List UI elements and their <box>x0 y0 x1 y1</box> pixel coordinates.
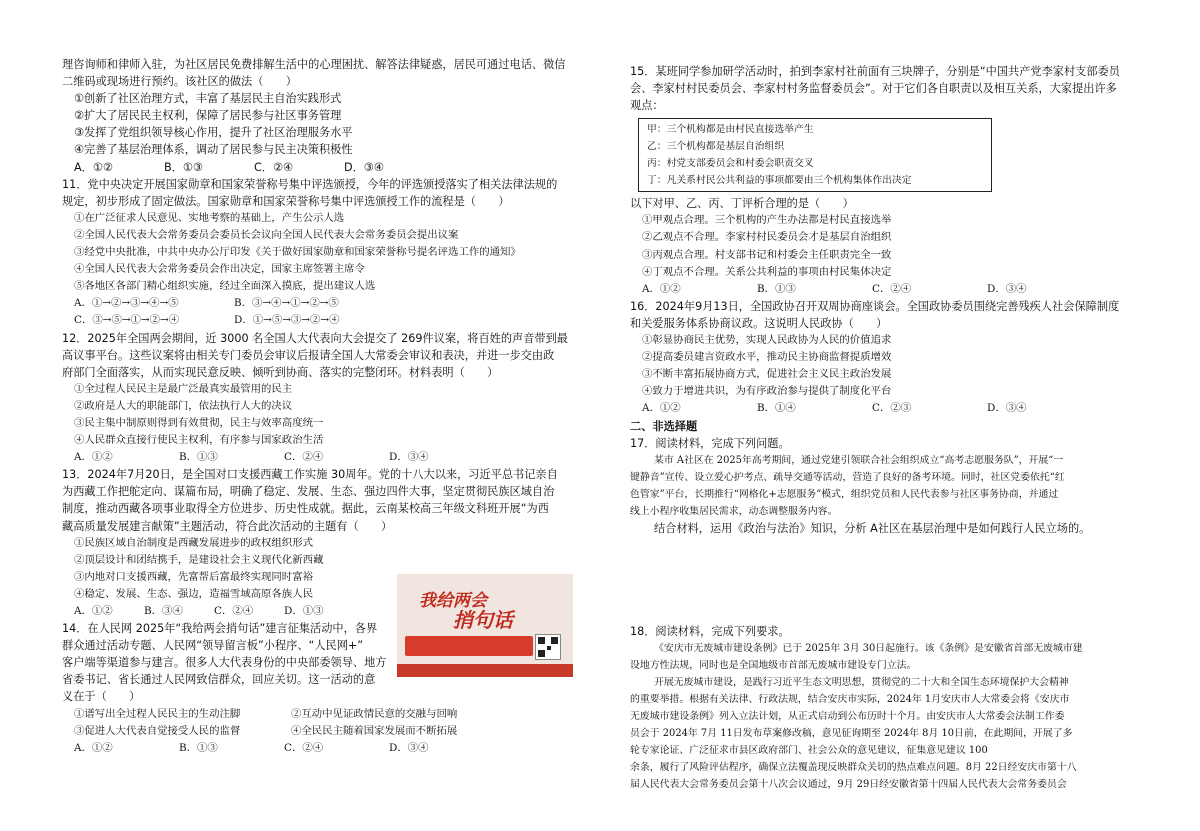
q15-option: ③丙观点合理。村支部书记和村委会主任职责完全一致 <box>642 248 892 261</box>
choice-c: C．②④ <box>284 451 324 464</box>
choice-d: D．①→⑤→③→②→④ <box>234 314 340 327</box>
q14-option: ②互动中见证政情民意的交融与回响 <box>291 707 458 720</box>
q11-option: ④全国人民代表大会常务委员会作出决定，国家主席签署主席令 <box>74 263 365 276</box>
viewpoint-yi: 乙：三个机构都是基层自治组织 <box>647 141 785 153</box>
q18-material: 的重要举措。根据有关法律、行政法规，结合安庆市实际，2024年 1月安庆市人大常委会将《安庆市 <box>630 693 1070 705</box>
choice-c: C．②③ <box>872 402 912 415</box>
q15-stem: 15．某班同学参加研学活动时，拍到李家村社前面有三块牌子，分别是“中国共产党李家村支部委员 <box>630 65 1120 78</box>
q10-option: ④完善了基层治理体系，调动了居民参与民主决策积极性 <box>74 143 353 157</box>
q17-stem: 17．阅读材料，完成下列问题。 <box>630 436 790 450</box>
q12-option: ①全过程人民民主是最广泛最真实最管用的民主 <box>74 382 293 395</box>
q11-option: ②全国人民代表大会常务委员会委员长会议向全国人民代表大会常务委员会提出议案 <box>74 228 459 241</box>
viewpoint-bing: 丙：村党支部委员会和村委会职责交叉 <box>647 158 814 170</box>
q12-stem: 高议事平台。这些议案将由相关专门委员会审议后报请全国人大常委会审议和表决，并进一步交由政 <box>62 348 555 362</box>
q14-option: ④全民民主随着国家发展而不断拓展 <box>291 724 458 737</box>
choice-b: B．①③ <box>179 741 218 754</box>
answer-space <box>630 537 1142 623</box>
right-column <box>630 63 1142 793</box>
q10-text: 二维码或现场进行预约。该社区的做法（ ） <box>62 75 297 89</box>
choice-d: D．③④ <box>987 282 1027 295</box>
viewpoints-box <box>638 118 992 192</box>
poster-title-line2: 捎句话 <box>453 608 513 632</box>
q11-stem: 11．党中央决定开展国家勋章和国家荣誉称号集中评选颁授，今年的评选颁授落实了相关法律法规的 <box>62 177 558 191</box>
q15-option: ②乙观点不合理。李家村村民委员会才是基层自治组织 <box>642 231 892 244</box>
q16-stem: 和关爱服务体系协商议政。这说明人民政协（ ） <box>630 316 888 330</box>
q10-choices <box>62 159 578 176</box>
choice-b: B．①③ <box>179 451 218 464</box>
q11-option: ③经党中央批准，中共中央办公厅印发《关于做好国家勋章和国家荣誉称号提名评选工作的通知》 <box>74 246 521 259</box>
q15-stem: 观点： <box>630 99 664 113</box>
q13-option: ①民族区域自治制度是西藏发展进步的政权组织形式 <box>74 536 313 549</box>
q14-stem: 客户端等渠道参与建言。很多人大代表身份的中央部委领导、地方 <box>62 656 387 670</box>
q11-option: ①在广泛征求人民意见、实地考察的基础上，产生公示人选 <box>74 211 345 224</box>
q14-options-row2 <box>62 723 578 740</box>
q10-option: ①创新了社区治理方式，丰富了基层民主自治实践形式 <box>74 92 342 106</box>
choice-c: C．③→⑤→①→②→④ <box>74 314 180 327</box>
choice-b: B．①③ <box>164 160 203 174</box>
poster-banner <box>405 636 533 656</box>
choice-d: D．③④ <box>389 451 429 464</box>
q18-material: 设地方性法规，同时也是全国地级市首部无废城市建设专门立法。 <box>630 659 917 671</box>
qr-code-icon <box>535 634 561 660</box>
q11-stem: 规定，初步形成了固定做法。国家勋章和国家荣誉称号集中评选颁授工作的流程是（ ） <box>62 194 510 208</box>
q14-choices <box>62 740 578 757</box>
q12-choices <box>62 449 578 466</box>
q16-choices <box>630 400 1142 417</box>
q10-text: 理咨询师和律师入驻，为社区居民免费排解生活中的心理困扰、解答法律疑惑，居民可通过电话、微信 <box>62 58 566 71</box>
q12-option: ②政府是人大的职能部门，依法执行人大的决议 <box>74 399 293 412</box>
q10-option: ③发挥了党组织领导核心作用，提升了社区治理服务水平 <box>74 126 353 140</box>
section-heading: 二、非选择题 <box>630 419 698 433</box>
q16-option: ①彰显协商民主优势，实现人民政协为人民的价值追求 <box>642 334 892 347</box>
q15-choices <box>630 281 1142 298</box>
q11-option: ⑤各地区各部门精心组织实施，经过全面深入摸底，提出建议人选 <box>74 280 376 293</box>
q14-stem: 义在于（ ） <box>62 690 141 704</box>
q16-option: ④致力于增进共识，为有序政治参与提供了制度化平台 <box>642 385 892 398</box>
q16-option: ③不断丰富拓展协商方式，促进社会主义民主政治发展 <box>642 368 892 381</box>
q14-stem: 省委书记、省长通过人民网致信群众，回应关切。这一活动的意 <box>62 673 376 687</box>
choice-b: B．①③ <box>757 282 796 295</box>
q13-option: ③内地对口支援西藏，先富帮后富最终实现同时富裕 <box>74 570 313 583</box>
q10-option: ②扩大了居民民主权利，保障了居民参与社区事务管理 <box>74 109 342 123</box>
choice-a: A．①② <box>74 160 113 174</box>
q15-option: ①甲观点合理。三个机构的产生办法都是村民直接选举 <box>642 214 892 227</box>
choice-a: A．①② <box>74 451 113 464</box>
q15-option: ④丁观点不合理。关系公共利益的事项由村民集体决定 <box>642 265 892 278</box>
q17-task: 结合材料，运用《政治与法治》知识，分析 A社区在基层治理中是如何践行人民立场的。 <box>654 521 1091 535</box>
poster-footer-strip <box>397 664 573 677</box>
q17-material: 色管家”平台，长期推行“网格化+志愿服务”模式，组织党员和人民代表参与社区事务协商，并通过 <box>630 488 1059 500</box>
q14-option: ①谱写出全过程人民民主的生动注脚 <box>74 707 241 720</box>
choice-a: A．①② <box>74 605 113 617</box>
choice-a: A．①② <box>74 741 113 754</box>
q11-choices-1 <box>62 295 578 312</box>
q12-stem: 12．2025年全国两会期间，近 3000 名全国人大代表向大会提交了 269件议案，将百姓的声音带到最 <box>62 331 568 345</box>
choice-a: A．①→②→③→④→⑤ <box>74 297 179 310</box>
choice-b: B．③→④→①→②→⑤ <box>234 297 339 310</box>
viewpoint-ding: 丁：凡关系村民公共利益的事项都要由三个机构集体作出决定 <box>647 175 912 187</box>
choice-d: D．③④ <box>344 160 384 174</box>
q13-stem: 藏高质量发展建言献策”主题活动，符合此次活动的主题有（ ） <box>62 519 393 533</box>
poster-header-strip <box>397 574 573 584</box>
q13-stem: 制度，推动西藏各项事业取得全方位进步、历史性成就。据此，云南某校高三年级文科班开展“为西 <box>62 502 549 516</box>
q18-material: 《安庆市无废城市建设条例》已于 2025年 3月 30日起施行。该《条例》是安徽省首部无废城市建 <box>654 642 1083 654</box>
q18-stem: 18．阅读材料，完成下列要求。 <box>630 624 790 638</box>
q18-material: 余条，履行了风险评估程序，确保立法覆盖现反映群众关切的热点难点问题。8月 22日经安庆市第十八 <box>630 761 1077 773</box>
q12-option: ④人民群众直接行使民主权利，有序参与国家政治生活 <box>74 434 324 447</box>
choice-b: B．③④ <box>144 605 183 617</box>
q17-material: 键静音”宣传、设立爱心护考点、疏导交通等活动，营造了良好的备考环境。同时，社区党委依托“红 <box>630 471 1065 483</box>
q14-stem: 14．在人民网 2025年“我给两会捎句话”建言征集活动中，各界 <box>62 622 378 636</box>
q17-material: 某市 A社区在 2025年高考期间，通过党建引领联合社会组织成立“高考志愿服务队”，开展“一 <box>654 454 1064 466</box>
choice-a: A．①② <box>642 282 681 295</box>
q18-material: 员会于 2024年 7月 11日发布草案修改稿，意见征询期至 2024年 8月 10日前，在此期间，开展了多 <box>630 727 1073 739</box>
two-sessions-poster-image <box>397 574 573 677</box>
q13-stem: 为西藏工作把舵定向、谋篇布局，明确了稳定、发展、生态、强边四件大事，坚定贯彻民族区域自治 <box>62 485 555 499</box>
choice-d: D．①③ <box>284 605 324 617</box>
choice-b: B．①④ <box>757 402 796 415</box>
q13-stem: 13．2024年7月20日，是全国对口支援西藏工作实施 30周年。党的十八大以来，习近平总书记亲自 <box>62 468 558 482</box>
q18-material: 届人民代表大会常务委员会第十八次会议通过，9月 29日经安徽省第十四届人民代表大会常务委员会 <box>630 778 1067 790</box>
q15-lead: 以下对甲、乙、丙、丁评析合理的是（ ） <box>630 197 854 211</box>
q18-material: 开展无废城市建设，是践行习近平生态文明思想，贯彻党的二十大和全国生态环境保护大会精神 <box>654 676 1069 688</box>
q18-material: 轮专家论证、广泛征求市县区政府部门、社会公众的意见建议，征集意见建议 100 <box>630 744 988 756</box>
q15-stem: 会、李家村村民委员会、李家村村务监督委员会”。对于它们各自职责以及相互关系，大家提出许多 <box>630 82 1117 96</box>
choice-d: D．③④ <box>389 741 429 754</box>
q16-option: ②提高委员建言资政水平，推动民主协商监督提质增效 <box>642 351 892 364</box>
poster-title-line1: 我给两会 <box>419 591 487 611</box>
choice-d: D．③④ <box>987 402 1027 415</box>
viewpoint-jia: 甲：三个机构都是由村民直接选举产生 <box>647 124 814 136</box>
q13-option: ④稳定、发展、生态、强边，造福雪域高原各族人民 <box>74 587 313 600</box>
q14-options-row1 <box>62 706 578 723</box>
q12-stem: 府部门全面落实，从而实现民意反映、倾听到协商、落实的完整闭环。材料表明（ ） <box>62 365 499 379</box>
choice-c: C．②④ <box>284 741 324 754</box>
q18-material: 无废城市建设条例》列入立法计划，从正式启动到公布历时十个月。由安庆市人大常委会法制工作委 <box>630 710 1065 722</box>
choice-a: A．①② <box>642 402 681 415</box>
q16-stem: 16．2024年9月13日，全国政协召开双周协商座谈会。全国政协委员围绕完善残疾人社会保障制度 <box>630 299 1120 313</box>
q13-option: ②顶层设计和团结携手，是建设社会主义现代化新西藏 <box>74 553 324 566</box>
choice-c: C．②④ <box>214 605 254 617</box>
choice-c: C．②④ <box>872 282 912 295</box>
q14-option: ③促进人大代表自觉接受人民的监督 <box>74 724 241 737</box>
q12-option: ③民主集中制原则得到有效贯彻，民主与效率高度统一 <box>74 416 324 429</box>
choice-c: C．②④ <box>254 160 294 174</box>
q11-choices-2 <box>62 312 578 329</box>
q14-stem: 群众通过活动专题、人民网“领导留言板”小程序、“人民网+” <box>62 639 364 653</box>
q17-material: 线上小程序收集居民需求，动态调整服务内容。 <box>630 505 838 517</box>
